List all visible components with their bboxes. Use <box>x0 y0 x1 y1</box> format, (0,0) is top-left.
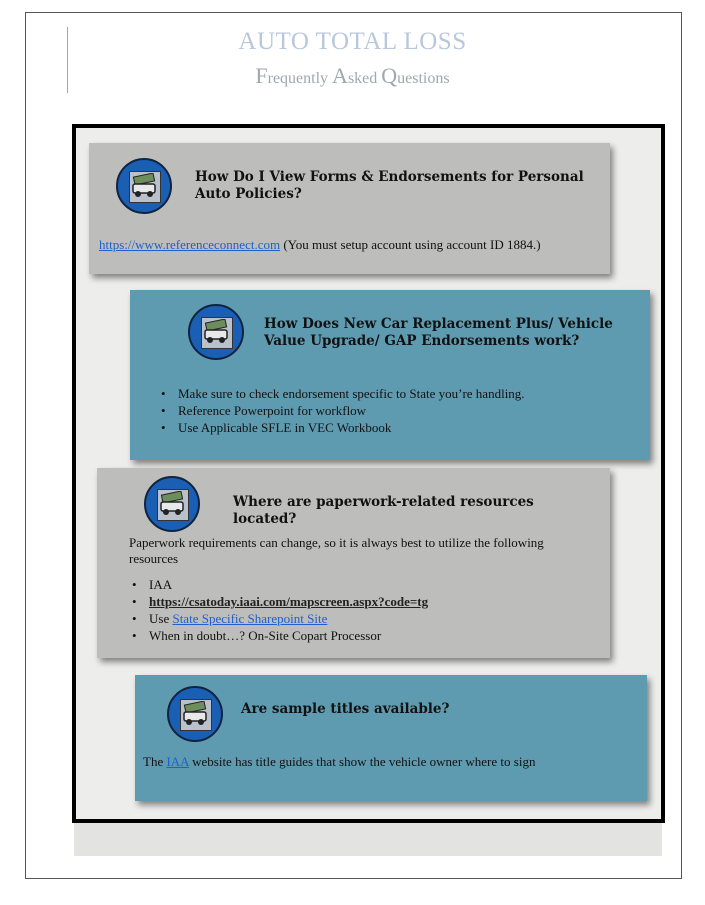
list-item: • Use Applicable SFLE in VEC Workbook <box>158 419 638 436</box>
faq-heading-replacement: How Does New Car Replacement Plus/ Vehicle Value Upgrade/ GAP Endorsements work? <box>264 316 613 349</box>
faq-answer-forms <box>99 237 604 253</box>
referenceconnect-link[interactable]: https://www.referenceconnect.com <box>99 237 281 252</box>
titles-prefix: The <box>143 754 167 769</box>
list-item <box>129 593 599 610</box>
paperwork-intro: Paperwork requirements can change, so it is always best to utilize the following resources <box>129 535 544 566</box>
vehicle-money-icon <box>167 686 223 742</box>
use-prefix: Use <box>149 611 173 626</box>
faq-heading-forms: How Do I View Forms & Endorsements for Personal Auto Policies? <box>195 169 584 202</box>
vehicle-money-icon <box>116 158 172 214</box>
csatoday-link[interactable]: https://csatoday.iaai.com/mapscreen.aspx?code=tg <box>149 594 429 609</box>
list-item <box>129 610 599 627</box>
account-note: (You must setup account using account ID 1884.) <box>280 237 541 252</box>
subtitle-rest-f: requently <box>267 70 333 87</box>
vehicle-money-icon <box>188 304 244 360</box>
subtitle-cap-q: Q <box>381 63 398 88</box>
page-title: AUTO TOTAL LOSS <box>238 28 467 55</box>
sharepoint-site-link[interactable]: State Specific Sharepoint Site <box>172 611 328 626</box>
faq-card-paperwork <box>97 468 610 658</box>
faq-card-forms <box>89 143 610 274</box>
subtitle-cap-f: F <box>255 63 268 88</box>
faq-card-titles <box>135 675 647 801</box>
subtitle-rest-q: uestions <box>397 70 450 87</box>
vehicle-money-icon <box>144 476 200 532</box>
list-item: • When in doubt…? On-Site Copart Processor <box>129 627 599 644</box>
faq-heading-paperwork: Where are paperwork-related resources located? <box>233 494 534 527</box>
subtitle-cap-a: A <box>332 63 348 88</box>
iaa-link[interactable]: IAA <box>166 754 189 769</box>
faq-card-replacement <box>130 290 650 460</box>
faq-answer-titles <box>143 754 638 770</box>
titles-suffix: website has title guides that show the vehicle owner where to sign <box>188 754 536 769</box>
paperwork-bullet-list <box>129 576 599 644</box>
list-item: • IAA <box>129 576 599 593</box>
replacement-bullet-list <box>158 385 638 436</box>
list-item: • Reference Powerpoint for workflow <box>158 402 638 419</box>
page-subtitle <box>0 63 705 89</box>
subtitle-rest-a: sked <box>347 70 382 87</box>
faq-heading-titles: Are sample titles available? <box>241 701 450 717</box>
list-item: • Make sure to check endorsement specific to State you’re handling. <box>158 385 638 402</box>
